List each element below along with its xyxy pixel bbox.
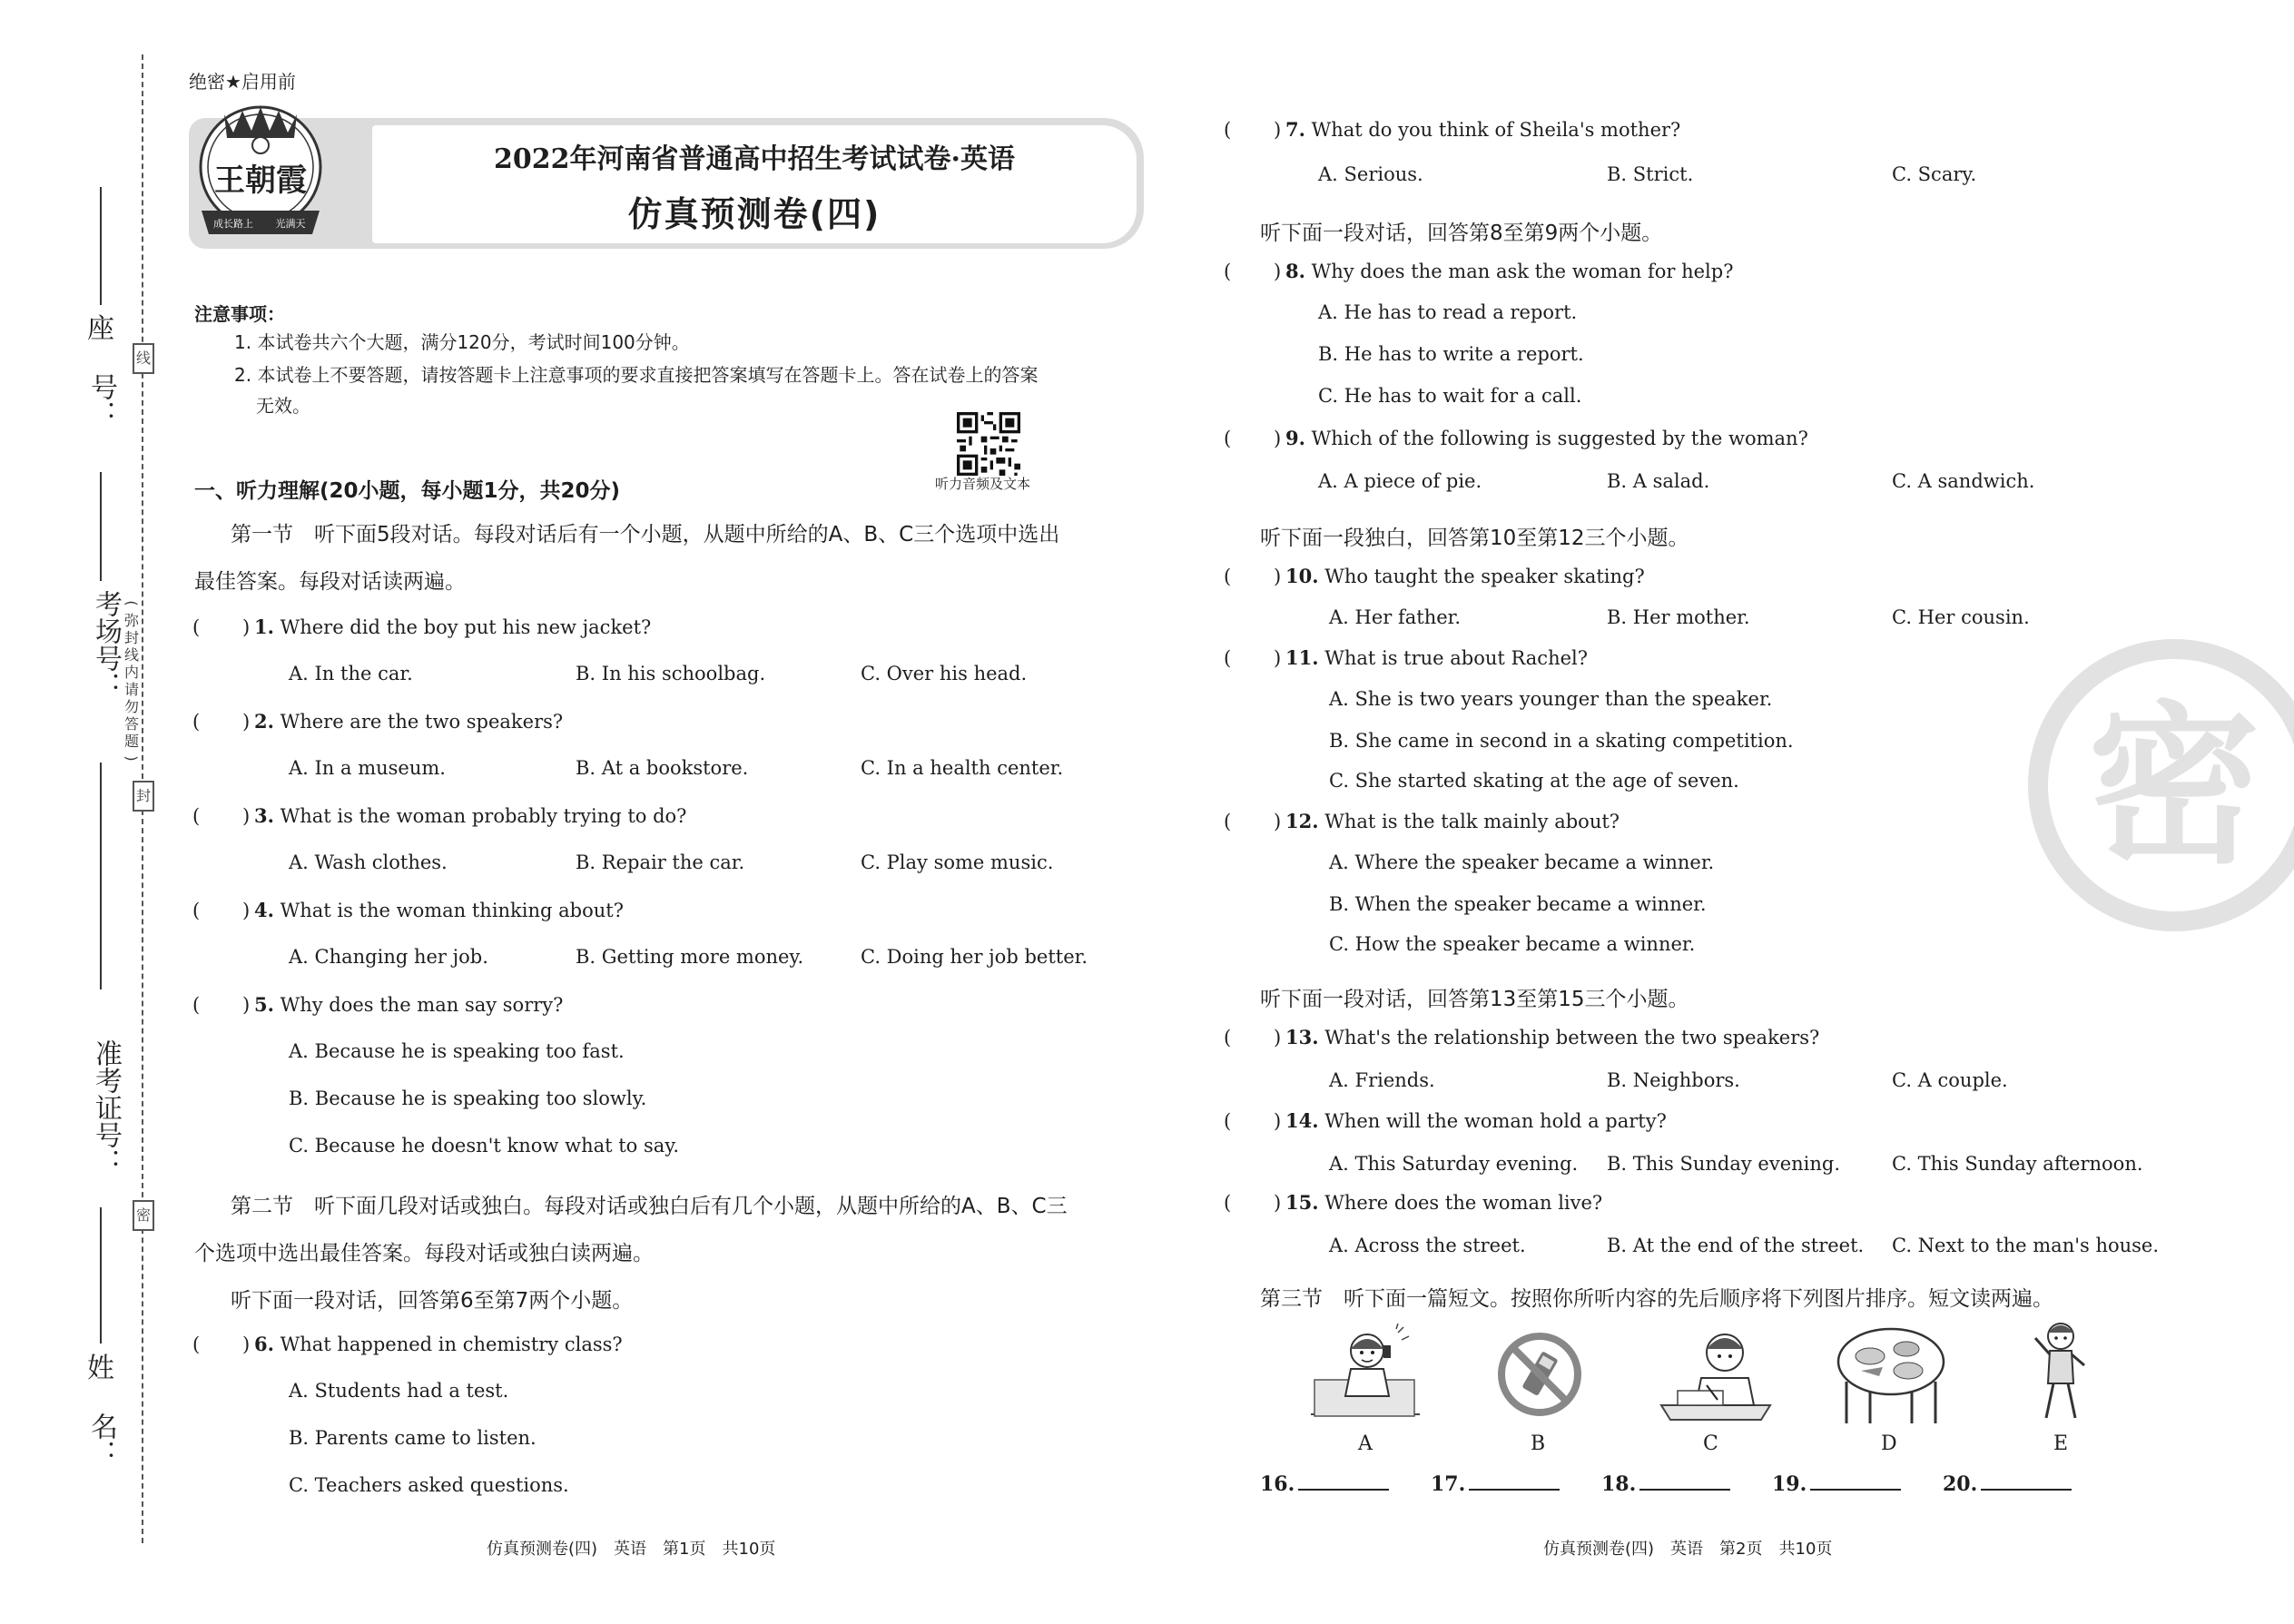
- picture-letter: A: [1358, 1432, 1373, 1455]
- margin-mark-line: 线: [133, 343, 154, 374]
- question-8: ( ) 8. Why does the man ask the woman for help?: [1224, 260, 1734, 282]
- food-table-icon: [1834, 1325, 1948, 1427]
- question-3: ( ) 3. What is the woman probably trying to do?: [192, 804, 687, 827]
- option-c[interactable]: C. In a health center.: [861, 757, 1064, 779]
- option-c[interactable]: C. Her cousin.: [1892, 606, 2030, 628]
- option-b[interactable]: B. Getting more money.: [576, 946, 804, 968]
- section1-heading: 一、听力理解(20小题，每小题1分，共20分): [194, 479, 621, 503]
- name-label: 姓 名：: [85, 1353, 117, 1467]
- option-a[interactable]: A. Friends.: [1329, 1069, 1435, 1091]
- ticket-line: [100, 763, 102, 989]
- option-c[interactable]: C. A couple.: [1892, 1069, 2008, 1091]
- option-a[interactable]: A. This Saturday evening.: [1329, 1153, 1579, 1175]
- option-c[interactable]: C. Over his head.: [861, 663, 1028, 684]
- option-b[interactable]: B. He has to write a report.: [1318, 343, 1584, 365]
- option-c[interactable]: C. Scary.: [1892, 163, 1977, 185]
- exam-title: 2022年河南省普通高中招生考试试卷·英语: [494, 143, 1015, 175]
- seat-label: 座 号：: [85, 313, 117, 428]
- secret-watermark-stamp: [2024, 635, 2294, 935]
- note-item: 无效。: [256, 395, 310, 417]
- answer-blank-18[interactable]: 18.: [1601, 1472, 1730, 1496]
- question-2: ( ) 2. Where are the two speakers?: [192, 710, 564, 733]
- option-a[interactable]: A. Students had a test.: [289, 1380, 509, 1402]
- name-line: [100, 1207, 102, 1343]
- part3-instruction: 第三节 听下面一篇短文。按照你所听内容的先后顺序将下列图片排序。短文读两遍。: [1260, 1287, 2053, 1311]
- seal-note: ( 弥 封 线 内 请 勿 答 题 ): [123, 600, 141, 762]
- option-a[interactable]: A. Where the speaker became a winner.: [1329, 851, 1715, 873]
- option-c[interactable]: C. Teachers asked questions.: [289, 1474, 569, 1496]
- option-a[interactable]: A. Because he is speaking too fast.: [289, 1040, 625, 1062]
- boy-writing-icon: [1652, 1325, 1779, 1423]
- instruction-6-7: 听下面一段对话，回答第6至第7两个小题。: [231, 1289, 634, 1313]
- option-b[interactable]: B. Parents came to listen.: [289, 1427, 537, 1449]
- option-a[interactable]: A. Wash clothes.: [289, 851, 448, 873]
- option-a[interactable]: A. In a museum.: [289, 757, 446, 779]
- option-c[interactable]: C. Play some music.: [861, 851, 1054, 873]
- exam-subtitle: 仿真预测卷(四): [627, 194, 881, 234]
- page-footer-left: 仿真预测卷(四) 英语 第1页 共10页: [487, 1540, 776, 1559]
- question-4: ( ) 4. What is the woman thinking about?: [192, 899, 624, 921]
- option-a[interactable]: A. Serious.: [1318, 163, 1423, 185]
- room-line: [100, 472, 102, 581]
- option-b[interactable]: B. In his schoolbag.: [576, 663, 766, 684]
- question-6: ( ) 6. What happened in chemistry class?: [192, 1333, 623, 1355]
- question-7: ( ) 7. What do you think of Sheila's mother?: [1224, 118, 1681, 141]
- question-12: ( ) 12. What is the talk mainly about?: [1224, 810, 1620, 832]
- option-b[interactable]: B. This Sunday evening.: [1607, 1153, 1841, 1175]
- option-b[interactable]: B. A salad.: [1607, 470, 1710, 492]
- part2-instruction-cont: 个选项中选出最佳答案。每段对话或独白读两遍。: [194, 1242, 654, 1265]
- picture-letter: C: [1703, 1432, 1718, 1455]
- option-c[interactable]: C. He has to wait for a call.: [1318, 385, 1582, 407]
- option-b[interactable]: B. At the end of the street.: [1607, 1235, 1865, 1256]
- question-10: ( ) 10. Who taught the speaker skating?: [1224, 565, 1645, 587]
- answer-blank-19[interactable]: 19.: [1772, 1472, 1901, 1496]
- option-b[interactable]: B. At a bookstore.: [576, 757, 749, 779]
- question-15: ( ) 15. Where does the woman live?: [1224, 1191, 1603, 1214]
- confidential-label: 绝密★启用前: [189, 71, 296, 93]
- no-phone-sign-icon: [1496, 1331, 1583, 1418]
- page-footer-right: 仿真预测卷(四) 英语 第2页 共10页: [1543, 1540, 1833, 1559]
- ticket-label: 准考证号：: [90, 1039, 122, 1176]
- question-1: ( ) 1. Where did the boy put his new jacket?: [192, 615, 652, 638]
- girl-with-phone-icon: [1311, 1324, 1420, 1423]
- option-c[interactable]: C. Doing her job better.: [861, 946, 1088, 968]
- option-a[interactable]: A. In the car.: [289, 663, 413, 684]
- logo-text: 王朝霞: [214, 162, 307, 199]
- option-b[interactable]: B. Neighbors.: [1607, 1069, 1740, 1091]
- option-c[interactable]: C. Because he doesn't know what to say.: [289, 1135, 680, 1156]
- question-5: ( ) 5. Why does the man say sorry?: [192, 993, 564, 1016]
- answer-blank-17[interactable]: 17.: [1431, 1472, 1560, 1496]
- option-b[interactable]: B. Repair the car.: [576, 851, 745, 873]
- option-b[interactable]: B. Strict.: [1607, 163, 1694, 185]
- option-b[interactable]: B. She came in second in a skating competition.: [1329, 730, 1794, 752]
- boy-exercising-icon: [2028, 1320, 2093, 1427]
- margin-mark-secret: 密: [133, 1200, 154, 1231]
- option-a[interactable]: A. He has to read a report.: [1318, 301, 1578, 323]
- part2-instruction: 第二节 听下面几段对话或独白。每段对话或独白后有几个小题，从题中所给的A、B、C三: [231, 1195, 1068, 1218]
- publisher-logo: [192, 102, 329, 247]
- option-a[interactable]: A. She is two years younger than the speaker.: [1329, 688, 1773, 710]
- question-14: ( ) 14. When will the woman hold a party?: [1224, 1109, 1667, 1132]
- answer-blank-20[interactable]: 20.: [1943, 1472, 2072, 1496]
- instruction-10-12: 听下面一段独白，回答第10至第12三个小题。: [1260, 527, 1689, 550]
- logo-slogan-left: 成长路上: [213, 218, 253, 230]
- question-9: ( ) 9. Which of the following is suggested by the woman?: [1224, 427, 1808, 449]
- option-c[interactable]: C. This Sunday afternoon.: [1892, 1153, 2143, 1175]
- watermark-char: 密: [2087, 686, 2261, 887]
- picture-letter: D: [1881, 1432, 1897, 1455]
- note-item: 2. 本试卷上不要答题，请按答题卡上注意事项的要求直接把答案填写在答题卡上。答在试卷上的答案: [234, 364, 1039, 386]
- option-a[interactable]: A. Across the street.: [1329, 1235, 1526, 1256]
- instruction-8-9: 听下面一段对话，回答第8至第9两个小题。: [1260, 221, 1663, 245]
- question-13: ( ) 13. What's the relationship between the two speakers?: [1224, 1026, 1820, 1048]
- option-c[interactable]: C. How the speaker became a winner.: [1329, 933, 1696, 955]
- picture-letter: E: [2053, 1432, 2069, 1455]
- picture-letter: B: [1531, 1432, 1546, 1455]
- option-a[interactable]: A. A piece of pie.: [1318, 470, 1482, 492]
- option-a[interactable]: A. Changing her job.: [289, 946, 488, 968]
- part1-instruction-cont: 最佳答案。每段对话读两遍。: [194, 570, 466, 594]
- question-11: ( ) 11. What is true about Rachel?: [1224, 646, 1588, 669]
- option-c[interactable]: C. A sandwich.: [1892, 470, 2035, 492]
- option-c[interactable]: C. Next to the man's house.: [1892, 1235, 2160, 1256]
- answer-blank-16[interactable]: 16.: [1260, 1472, 1389, 1496]
- option-b[interactable]: B. Her mother.: [1607, 606, 1750, 628]
- note-item: 1. 本试卷共六个大题，满分120分，考试时间100分钟。: [234, 331, 690, 353]
- room-label: 考场号：: [90, 590, 122, 699]
- seat-line: [100, 187, 102, 305]
- part1-instruction: 第一节 听下面5段对话。每段对话后有一个小题，从题中所给的A、B、C三个选项中选出: [231, 523, 1060, 546]
- instruction-13-15: 听下面一段对话，回答第13至第15三个小题。: [1260, 988, 1689, 1011]
- logo-slogan-right: 光满天: [275, 218, 306, 230]
- qr-code-icon[interactable]: [957, 412, 1020, 476]
- option-a[interactable]: A. Her father.: [1329, 606, 1462, 628]
- option-b[interactable]: B. When the speaker became a winner.: [1329, 893, 1707, 915]
- qr-caption: 听力音频及文本: [935, 476, 1031, 492]
- margin-mark-seal: 封: [133, 781, 154, 812]
- option-b[interactable]: B. Because he is speaking too slowly.: [289, 1088, 647, 1109]
- notes-title: 注意事项：: [194, 303, 285, 325]
- option-c[interactable]: C. She started skating at the age of seven.: [1329, 770, 1739, 792]
